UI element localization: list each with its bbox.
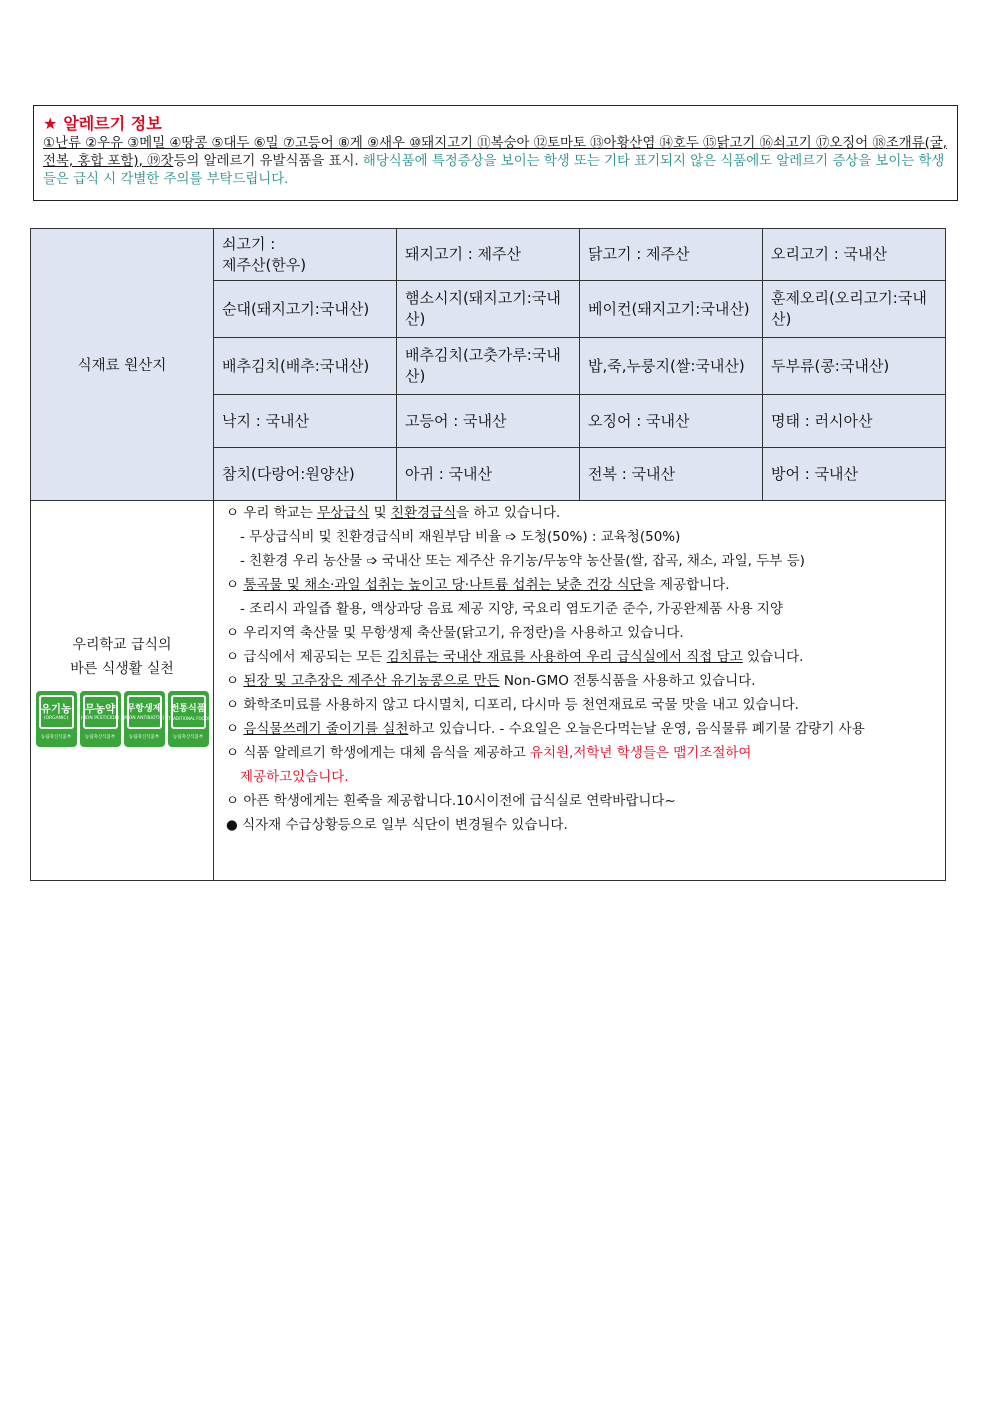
text: 을 제공합니다. xyxy=(642,577,730,593)
text-red: 유치원,저학년 학생들은 맵기조절하여 xyxy=(529,745,752,761)
practice-line: ㅇ 우리지역 축산물 및 무항생제 축산물(닭고기, 유정란)을 사용하고 있습니다. xyxy=(226,625,684,641)
text: 을 하고 있습니다. xyxy=(456,505,561,521)
text-underlined: 김치류는 국내산 재료를 사용하여 우리 급식실에서 직접 담고 xyxy=(386,649,743,665)
practice-label-line2: 바른 식생활 실천 xyxy=(70,661,174,677)
origin-cell: 방어 : 국내산 xyxy=(763,448,946,501)
text: ㅇ 급식에서 제공되는 모든 xyxy=(226,649,387,665)
origin-cell: 오징어 : 국내산 xyxy=(580,395,763,448)
allergy-list: ①난류 ②우유 ③메밀 ④땅콩 ⑤대두 ⑥밀 ⑦고등어 ⑧게 ⑨새우 ⑩돼지고기 ⑪복숭아 ⑫토마토 ⑬아황산염 ⑭호두 ⑮닭고기 ⑯쇠고기 ⑰오징어 ⑱조개류(굴, 전복, 홍합 포함), ⑲잣 xyxy=(43,136,948,169)
text: 및 xyxy=(369,505,391,521)
text-underlined: 통곡물 및 채소·과일 섭취는 높이고 당·나트륨 섭취는 낮춘 건강 식단 xyxy=(243,577,643,593)
practice-line xyxy=(226,717,939,741)
practice-label-cell xyxy=(31,501,214,881)
origin-cell: 아귀 : 국내산 xyxy=(397,448,580,501)
text: 있습니다. xyxy=(742,649,804,665)
origin-cell: 돼지고기 : 제주산 xyxy=(397,229,580,281)
text: Non-GMO 전통식품을 사용하고 있습니다. xyxy=(499,673,756,689)
allergy-note: 해당식품에 특정증상을 보이는 학생 또는 기타 표기되지 않은 식품에도 알레르기 증상을 보이는 학생들은 급식 시 각별한 주의를 부탁드립니다. xyxy=(43,154,945,187)
no-antibiotic-certification-icon xyxy=(124,691,165,747)
no-pesticide-certification-icon xyxy=(80,691,121,747)
practice-line: - 무상급식비 및 친환경급식비 재원부담 비율 ➩ 도청(50%) : 교육청(50%) xyxy=(240,529,681,545)
allergy-title xyxy=(43,114,949,134)
logo-name: 전통식품 xyxy=(170,703,206,714)
origin-cell: 전복 : 국내산 xyxy=(580,448,763,501)
allergy-list-suffix: 등의 알레르기 유발식품을 표시. xyxy=(173,154,359,169)
logo-foot: 농림축산식품부 xyxy=(40,735,72,740)
origin-cell: 고등어 : 국내산 xyxy=(397,395,580,448)
allergy-title-text: 알레르기 정보 xyxy=(63,114,162,133)
practice-line: - 친환경 우리 농산물 ➩ 국내산 또는 제주산 유기농/무농약 농산물(쌀, 잡곡, 채소, 과일, 두부 등) xyxy=(240,553,805,569)
text-underlined: 무상급식 xyxy=(317,505,370,521)
practice-line: ㅇ 아픈 학생에게는 흰죽을 제공합니다.10시이전에 급식실로 연락바랍니다~ xyxy=(226,793,676,809)
origin-cell: 밥,죽,누룽지(쌀:국내산) xyxy=(580,338,763,395)
logo-foot: 농림축산식품부 xyxy=(128,735,160,740)
origin-cell: 쇠고기 : 제주산(한우) xyxy=(214,229,397,281)
practice-label-line1: 우리학교 급식의 xyxy=(72,637,172,653)
origin-cell: 햄소시지(돼지고기:국내산) xyxy=(397,281,580,338)
origin-cell: 낙지 : 국내산 xyxy=(214,395,397,448)
logo-name: 유기농 xyxy=(40,702,72,715)
logo-sub: (NON ANTIBIOTIC) xyxy=(123,715,165,721)
logo-name: 무농약 xyxy=(84,702,116,715)
text-underlined: 친환경급식 xyxy=(390,505,457,521)
text: 하고 있습니다. - 수요일은 오늘은다먹는날 운영, 음식물류 폐기물 감량기 사용 xyxy=(408,721,865,737)
origin-header: 식재료 원산지 xyxy=(31,229,214,501)
origin-cell: 베이컨(돼지고기:국내산) xyxy=(580,281,763,338)
certification-logos xyxy=(32,691,212,747)
text-underlined: 음식물쓰레기 줄이기를 실천 xyxy=(243,721,409,737)
organic-certification-icon xyxy=(36,691,77,747)
logo-sub: (TRADITIONAL FOOD) xyxy=(166,715,210,721)
practice-line: ㅇ 화학조미료를 사용하지 않고 다시멸치, 디포리, 다시마 등 천연재료로 국물 맛을 내고 있습니다. xyxy=(226,697,799,713)
practice-line xyxy=(226,741,939,765)
origin-cell: 명태 : 러시아산 xyxy=(763,395,946,448)
practice-line xyxy=(226,501,939,525)
allergy-body xyxy=(43,135,949,189)
school-meal-info-table xyxy=(30,228,946,881)
practice-line: - 조리시 과일즙 활용, 액상과당 음료 제공 지양, 국요리 염도기준 준수, 가공완제품 사용 지양 xyxy=(240,601,784,617)
logo-name: 무항생제 xyxy=(126,703,162,714)
logo-sub: (ORGANIC) xyxy=(43,715,69,721)
text: ㅇ xyxy=(226,673,244,689)
traditional-food-certification-icon xyxy=(168,691,209,747)
text: ㅇ xyxy=(226,721,244,737)
origin-cell: 오리고기 : 국내산 xyxy=(763,229,946,281)
text: ㅇ xyxy=(226,577,244,593)
allergy-info-box xyxy=(33,105,958,201)
practice-content xyxy=(214,501,946,881)
origin-cell: 순대(돼지고기:국내산) xyxy=(214,281,397,338)
practice-line: ● 식자재 수급상황등으로 일부 식단이 변경될수 있습니다. xyxy=(226,817,568,833)
practice-line xyxy=(226,573,939,597)
text-underlined: 된장 및 고추장은 제주산 유기농콩으로 만든 xyxy=(243,673,500,689)
origin-cell: 배추김치(배추:국내산) xyxy=(214,338,397,395)
logo-foot: 농림축산식품부 xyxy=(84,735,116,740)
star-icon: ★ xyxy=(43,114,58,133)
logo-sub: (NON PESTICIDE) xyxy=(80,715,120,721)
origin-cell: 닭고기 : 제주산 xyxy=(580,229,763,281)
practice-line xyxy=(226,669,939,693)
practice-line: 제공하고있습니다. xyxy=(240,769,349,785)
origin-cell: 참치(다랑어:원양산) xyxy=(214,448,397,501)
text: ㅇ 식품 알레르기 학생에게는 대체 음식을 제공하고 xyxy=(226,745,530,761)
practice-line xyxy=(226,645,939,669)
origin-cell: 두부류(콩:국내산) xyxy=(763,338,946,395)
text: ㅇ 우리 학교는 xyxy=(226,505,318,521)
origin-cell: 배추김치(고춧가루:국내산) xyxy=(397,338,580,395)
origin-cell: 훈제오리(오리고기:국내산) xyxy=(763,281,946,338)
logo-foot: 농림축산식품부 xyxy=(172,735,204,740)
